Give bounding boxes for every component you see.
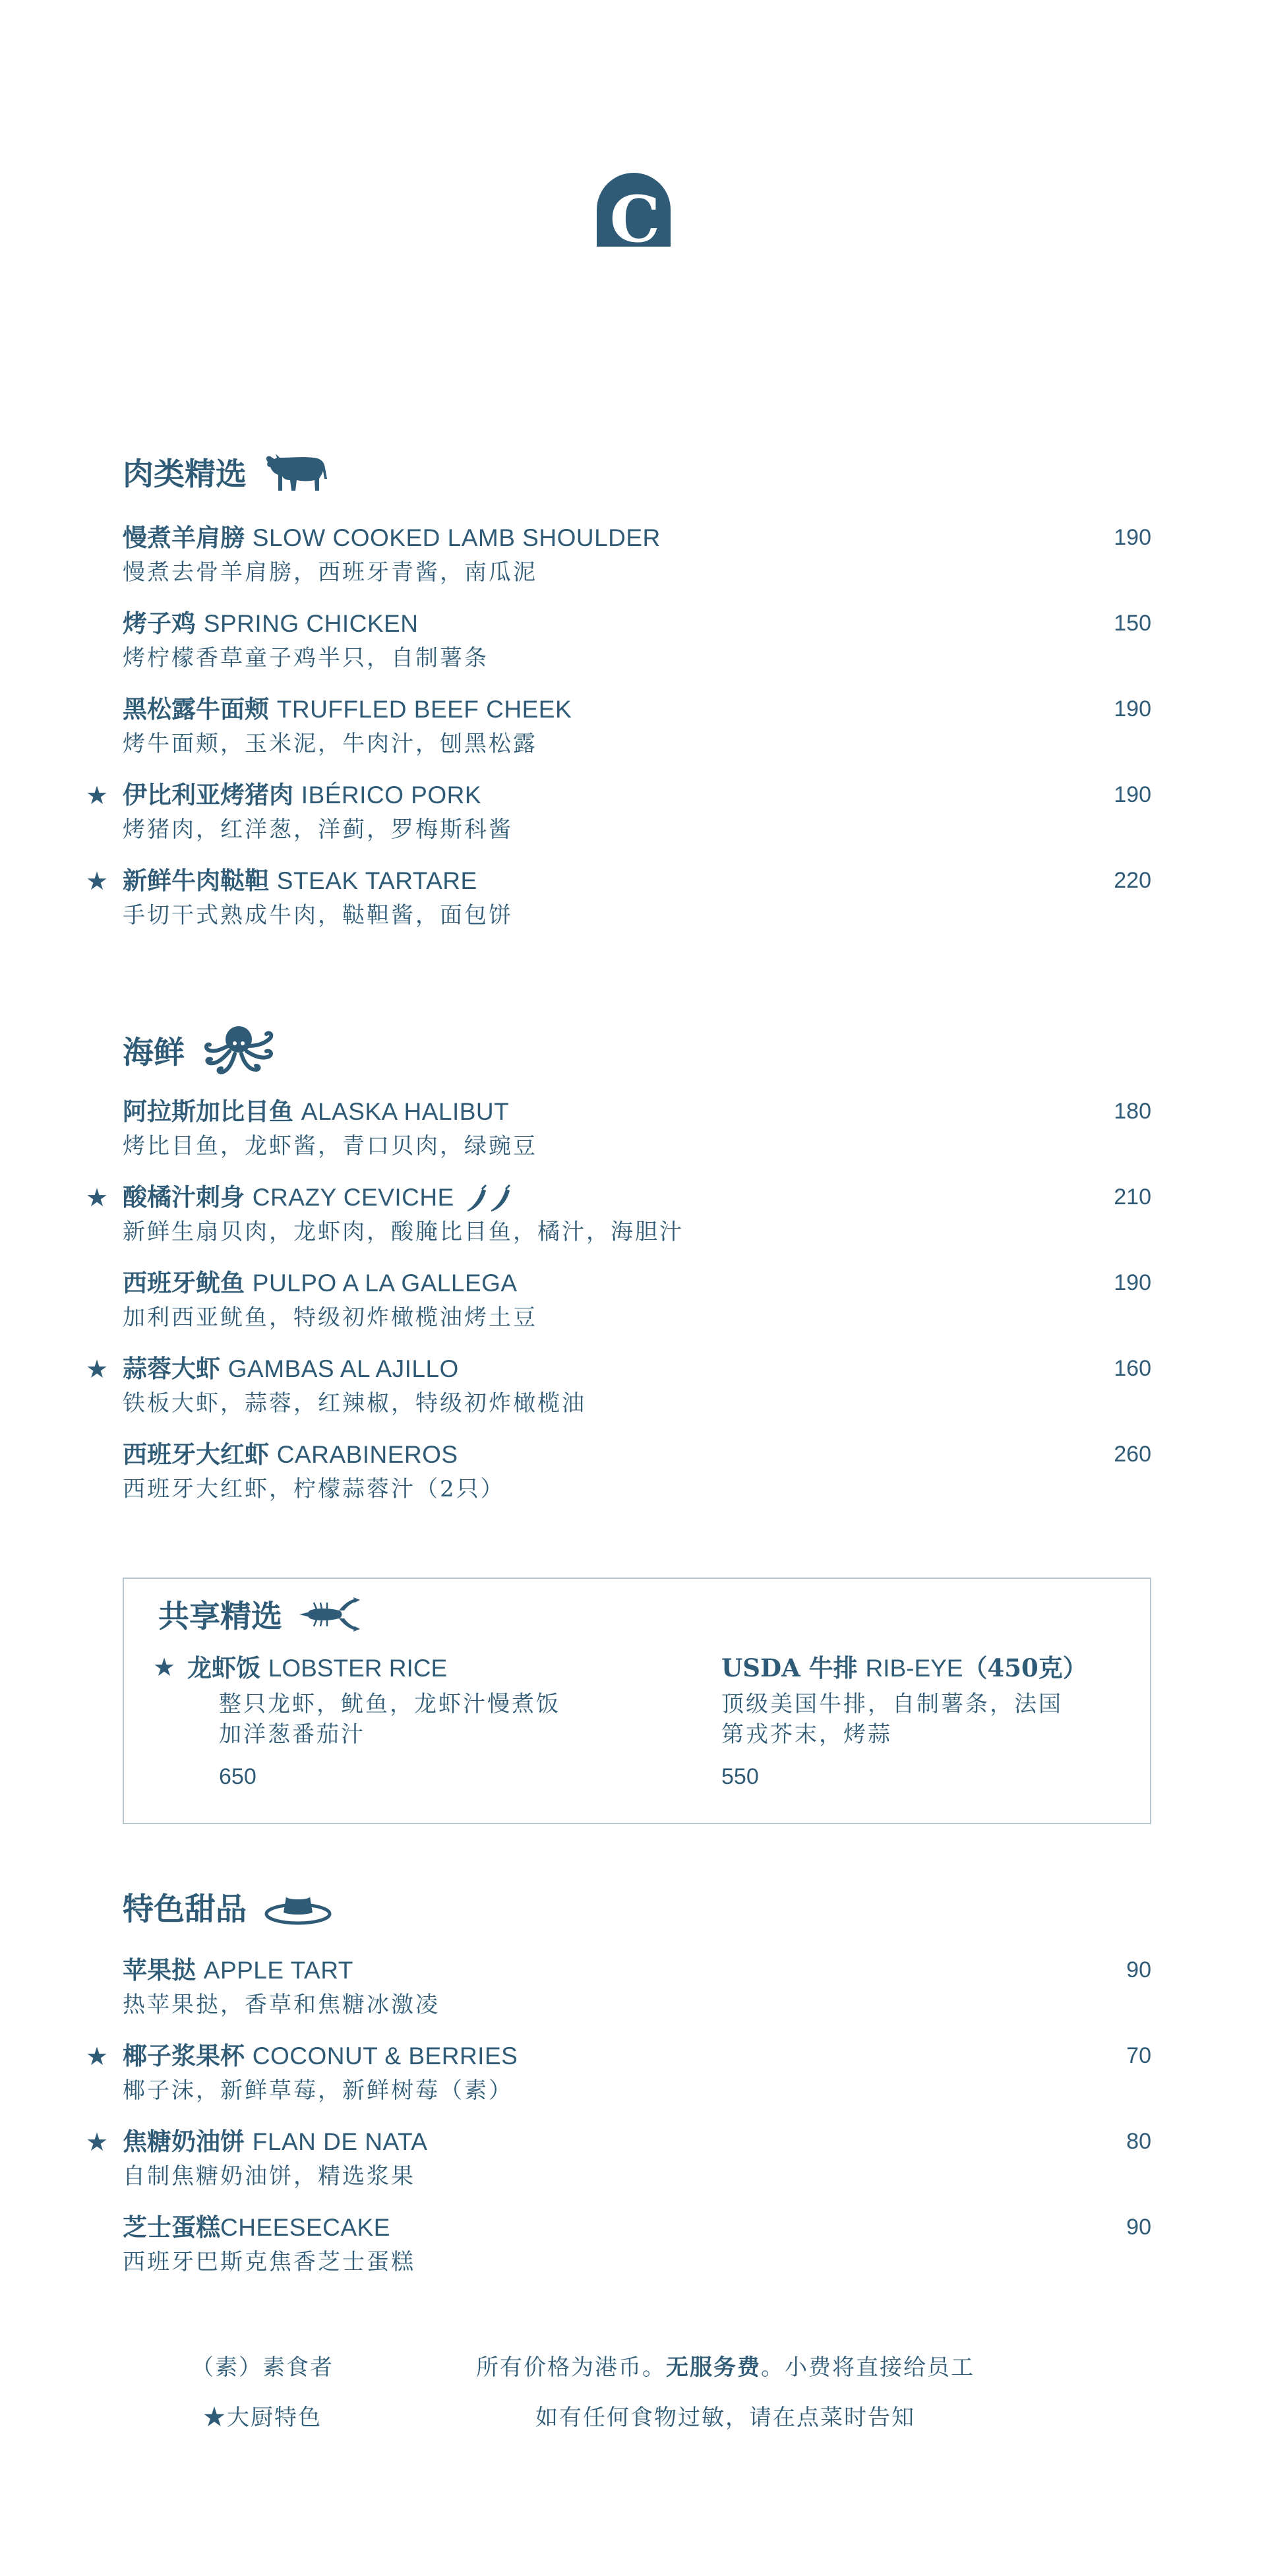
item-price: 190 bbox=[1114, 1270, 1151, 1295]
legend-chef-special: ★大厨特色 bbox=[203, 2405, 322, 2431]
legend-vegetarian: （素）素食者 bbox=[191, 2354, 334, 2381]
item-price: 160 bbox=[1114, 1356, 1151, 1381]
item-price: 180 bbox=[1114, 1099, 1151, 1124]
item-price: 150 bbox=[1114, 611, 1151, 636]
legend bbox=[191, 2343, 334, 2443]
price-note: 所有价格为港币。无服务费。小费将直接给员工 bbox=[476, 2354, 975, 2381]
chef-special-star-icon: ★ bbox=[86, 2042, 109, 2071]
menu-item: 西班牙鱿鱼 PULPO A LA GALLEGA 加利西亚鱿鱼，特级初炸橄榄油烤土豆 190 bbox=[123, 1268, 1151, 1331]
section-title-meat: 肉类精选 bbox=[123, 450, 328, 494]
sharing-section-box bbox=[123, 1578, 1151, 1824]
item-price: 190 bbox=[1114, 696, 1151, 721]
cow-icon bbox=[264, 452, 328, 492]
chef-special-star-icon: ★ bbox=[86, 781, 109, 810]
menu-item: ★ 焦糖奶油饼 FLAN DE NATA 自制焦糖奶油饼，精选浆果 80 bbox=[86, 2127, 1151, 2190]
menu-item: 苹果挞 APPLE TART 热苹果挞，香草和焦糖冰激凌 90 bbox=[123, 1955, 1151, 2018]
item-price: 70 bbox=[1126, 2043, 1151, 2068]
chef-special-star-icon: ★ bbox=[86, 867, 109, 896]
section-title-seafood: 海鲜 bbox=[123, 1024, 276, 1076]
menu-item: ★ 伊比利亚烤猪肉 IBÉRICO PORK 烤猪肉，红洋葱，洋蓟，罗梅斯科酱 190 bbox=[86, 780, 1151, 843]
logo-icon bbox=[597, 173, 671, 247]
item-price: 210 bbox=[1114, 1184, 1151, 1210]
item-price: 190 bbox=[1114, 525, 1151, 550]
svg-text:C: C bbox=[609, 182, 661, 247]
item-price: 80 bbox=[1126, 2129, 1151, 2154]
chef-special-star-icon: ★ bbox=[153, 1653, 176, 1682]
flan-icon bbox=[264, 1889, 332, 1926]
item-price: 260 bbox=[1114, 1442, 1151, 1467]
item-price: 650 bbox=[219, 1764, 256, 1789]
menu-item: ★ 蒜蓉大虾 GAMBAS AL AJILLO 铁板大虾，蒜蓉，红辣椒，特级初炸橄榄油 160 bbox=[86, 1354, 1151, 1417]
footer-notes bbox=[435, 2343, 1015, 2443]
menu-item: 黑松露牛面颊 TRUFFLED BEEF CHEEK 烤牛面颊，玉米泥，牛肉汁，刨黑松露 190 bbox=[123, 694, 1151, 757]
section-title-sharing: 共享精选 bbox=[158, 1592, 360, 1636]
sharing-item: ★ 龙虾饭 LOBSTER RICE 整只龙虾，鱿鱼，龙虾汁慢煮饭 加洋葱番茄汁 650 bbox=[187, 1651, 609, 1790]
menu-item: 芝士蛋糕CHEESECAKE 西班牙巴斯克焦香芝士蛋糕 90 bbox=[123, 2213, 1151, 2275]
allergy-note: 如有任何食物过敏，请在点菜时告知 bbox=[535, 2405, 915, 2431]
item-price: 90 bbox=[1126, 2215, 1151, 2240]
menu-item: ★ 酸橘汁刺身 CRAZY CEVICHE 新鲜生扇贝肉，龙虾肉，酸腌比目鱼，橘汁，海胆汁 210 bbox=[86, 1182, 1151, 1245]
chef-special-star-icon: ★ bbox=[86, 1355, 109, 1384]
item-price: 90 bbox=[1126, 1957, 1151, 1982]
chili-pepper-icon bbox=[462, 1184, 515, 1214]
item-price: 190 bbox=[1114, 782, 1151, 807]
menu-item: ★ 新鲜牛肉鞑靼 STEAK TARTARE 手切干式熟成牛肉，鞑靼酱，面包饼 220 bbox=[86, 866, 1151, 929]
menu-item: 西班牙大红虾 CARABINEROS 西班牙大红虾，柠檬蒜蓉汁（2只） 260 bbox=[123, 1440, 1151, 1502]
sharing-item: USDA 牛排 RIB-EYE（450克） 顶级美国牛排，自制薯条，法国 第戎芥末，烤蒜 550 bbox=[721, 1651, 1143, 1790]
octopus-icon bbox=[202, 1024, 276, 1076]
menu-item: 阿拉斯加比目鱼 ALASKA HALIBUT 烤比目鱼，龙虾酱，青口贝肉，绿豌豆 180 bbox=[123, 1097, 1151, 1159]
menu-item: 烤子鸡 SPRING CHICKEN 烤柠檬香草童子鸡半只，自制薯条 150 bbox=[123, 609, 1151, 671]
section-title-dessert: 特色甜品 bbox=[123, 1885, 332, 1929]
menu-item: 慢煮羊肩膀 SLOW COOKED LAMB SHOULDER 慢煮去骨羊肩膀，西班牙青酱，南瓜泥 190 bbox=[123, 523, 1151, 586]
item-price: 220 bbox=[1114, 868, 1151, 893]
chef-special-star-icon: ★ bbox=[86, 1183, 109, 1212]
lobster-icon bbox=[297, 1596, 360, 1633]
chef-special-star-icon: ★ bbox=[86, 2128, 109, 2157]
menu-item: ★ 椰子浆果杯 COCONUT & BERRIES 椰子沫，新鲜草莓，新鲜树莓（素） 70 bbox=[86, 2041, 1151, 2104]
item-price: 550 bbox=[721, 1764, 759, 1789]
